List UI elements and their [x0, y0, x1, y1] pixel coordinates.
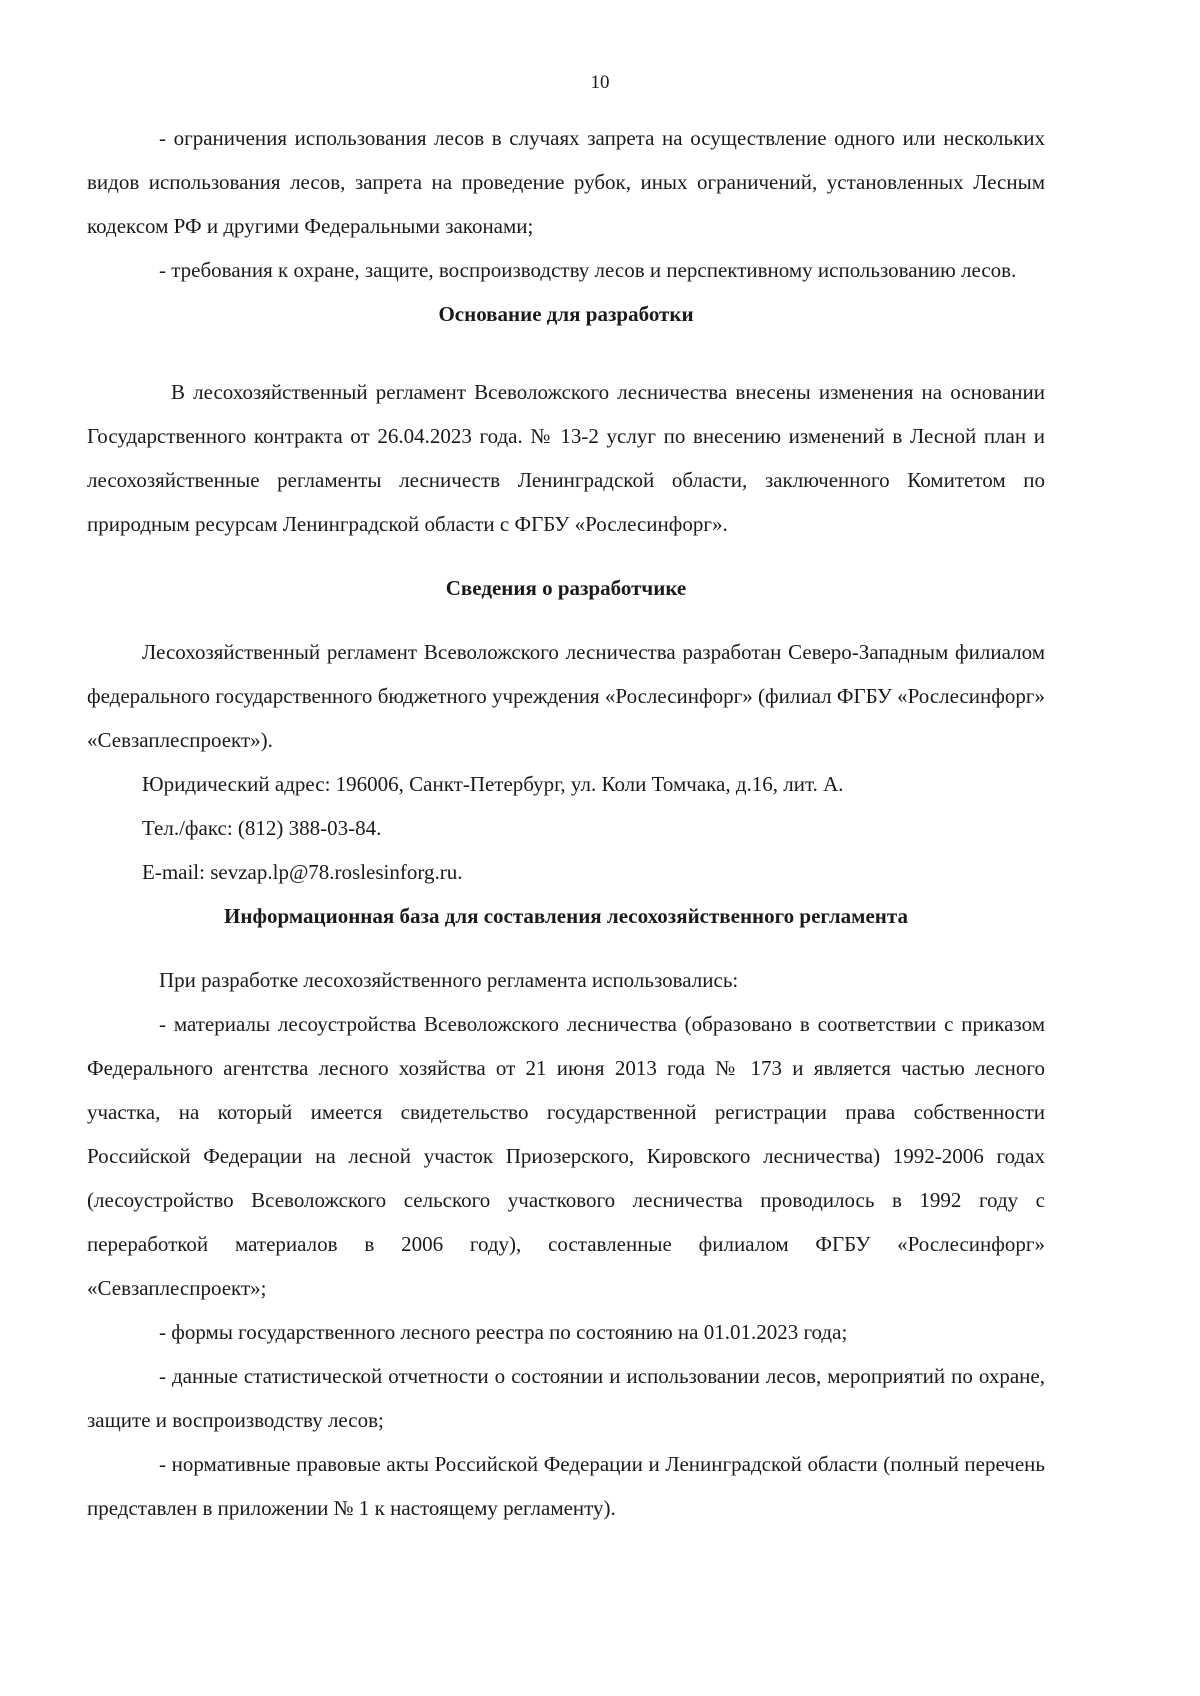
- heading-developer: Сведения о разработчике: [445, 576, 687, 600]
- paragraph-developer: Лесохозяйственный регламент Всеволожского лесничества разработан Северо-Западным филиалом федерального государственного бюджетного учреждения «Рослесинфорг» (филиал ФГБУ «Рослесинфорг» «Севзаплеспроект»).: [87, 640, 1045, 752]
- list-item-materials: - материалы лесоустройства Всеволожского лесничества (образовано в соответствии с приказом Федерального агентства лесного хозяйства от 21 июня 2013 года № 173 и является частью лесного участка, на который имеется свидетельство государственной регистрации права собственности Российской Федерации на лесной участок Приозерского, Кировского лесничества) 1992-2006 годах (лесоустройство Всеволожского сельского участкового лесничества проводилось в 1992 году с переработкой материалов в 2006 году), составленные филиалом ФГБУ «Рослесинфорг» «Севзаплеспроект»;: [87, 1012, 1045, 1300]
- developer-phone: Тел./факс: (812) 388-03-84.: [142, 816, 382, 840]
- list-item-statistics: - данные статистической отчетности о состоянии и использовании лесов, мероприятий по охране, защите и воспроизводству лесов;: [87, 1364, 1045, 1432]
- paragraph-requirements: - требования к охране, защите, воспроизводству лесов и перспективному использованию лесов.: [159, 258, 1017, 282]
- paragraph-basis: В лесохозяйственный регламент Всеволожского лесничества внесены изменения на основании Государственного контракта от 26.04.2023 года. № 13-2 услуг по внесению изменений в Лесной план и лесохозяйственные регламенты лесничеств Ленинградской области, заключенного Комитетом по природным ресурсам Ленинградской области с ФГБУ «Рослесинфорг».: [87, 380, 1045, 536]
- heading-basis: Основание для разработки: [438, 302, 694, 326]
- developer-address: Юридический адрес: 196006, Санкт-Петербург, ул. Коли Томчака, д.16, лит. А.: [142, 772, 844, 796]
- heading-info-base: Информационная база для составления лесохозяйственного регламента: [224, 904, 908, 928]
- page-content: [87, 116, 1045, 1530]
- developer-email: E-mail: sevzap.lp@78.roslesinforg.ru.: [142, 860, 463, 884]
- list-item-registry: - формы государственного лесного реестра по состоянию на 01.01.2023 года;: [159, 1320, 848, 1344]
- paragraph-info-intro: При разработке лесохозяйственного регламента использовались:: [159, 968, 739, 992]
- list-item-legal-acts: - нормативные правовые акты Российской Федерации и Ленинградской области (полный перечень представлен в приложении № 1 к настоящему регламенту).: [87, 1452, 1045, 1520]
- page-number: 10: [590, 72, 610, 93]
- paragraph-restrictions: - ограничения использования лесов в случаях запрета на осуществление одного или нескольких видов использования лесов, запрета на проведение рубок, иных ограничений, установленных Лесным кодексом РФ и другими Федеральными законами;: [87, 126, 1045, 238]
